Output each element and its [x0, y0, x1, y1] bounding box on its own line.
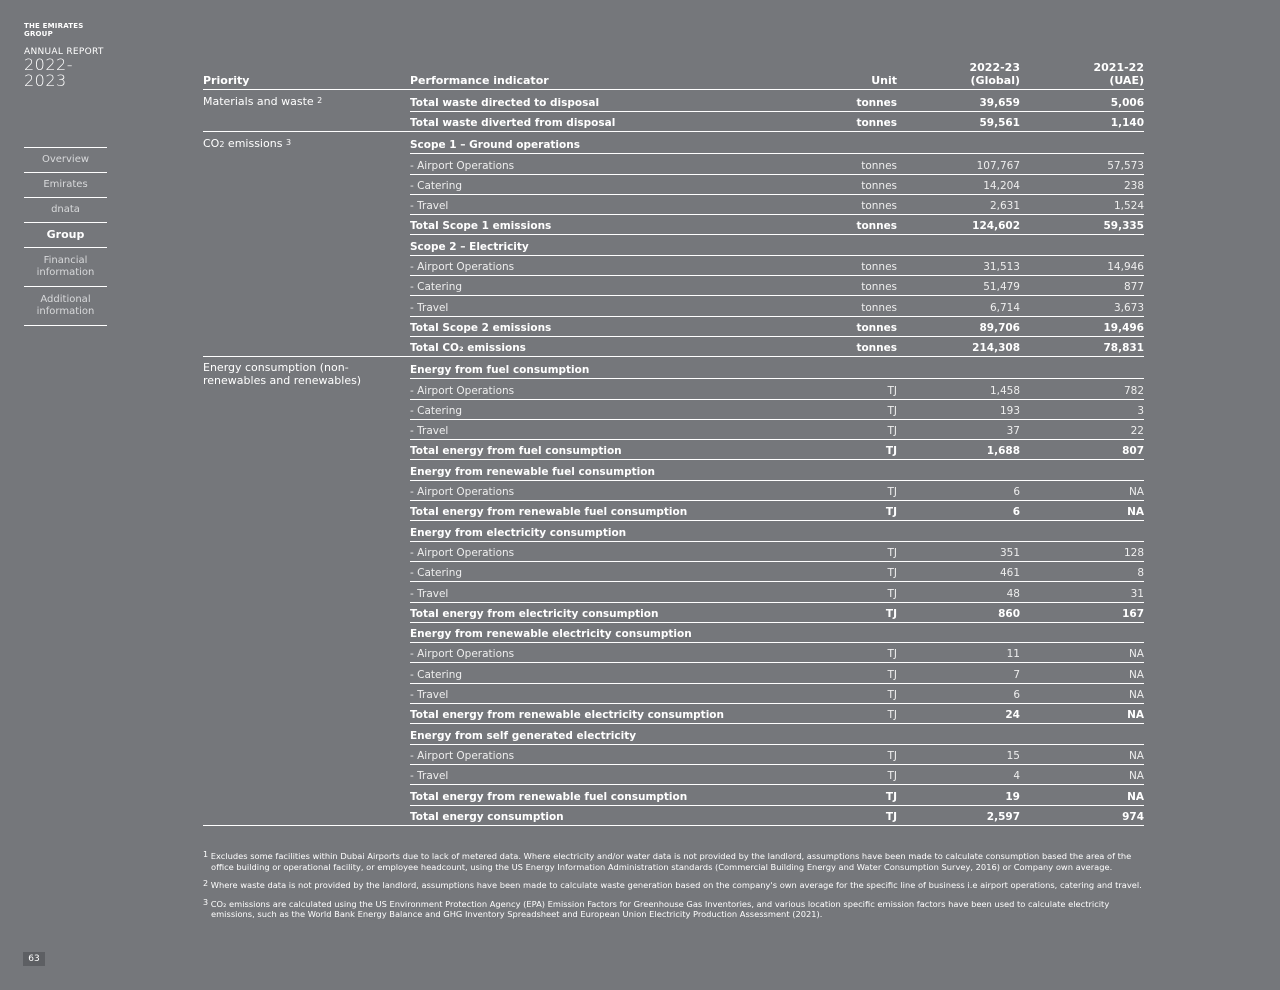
unit-cell: tonnes — [861, 159, 897, 172]
table-row — [203, 460, 1144, 480]
value-2022-23-cell: 124,602 — [972, 220, 1020, 233]
table-row — [203, 112, 1144, 132]
table-row — [203, 195, 1144, 215]
value-2022-23-cell: 107,767 — [976, 159, 1020, 172]
brand-report-label: ANNUAL REPORT — [24, 47, 104, 57]
value-2022-23-cell: 1,458 — [989, 384, 1020, 397]
unit-cell: TJ — [887, 587, 897, 600]
header-2021-22 — [1023, 61, 1144, 87]
value-2021-22-cell: NA — [1128, 749, 1144, 762]
header-2022-23 — [903, 61, 1020, 87]
unit-cell: TJ — [885, 607, 897, 620]
value-2022-23-cell: 2,597 — [986, 810, 1020, 823]
table-row — [203, 501, 1144, 521]
unit-cell: TJ — [885, 506, 897, 519]
indicator-cell: Total CO₂ emissions — [410, 342, 526, 355]
value-2021-22-cell: 238 — [1123, 179, 1144, 192]
value-2022-23-cell: 31,513 — [983, 261, 1020, 274]
value-2021-22-cell: 974 — [1122, 810, 1144, 823]
value-2022-23-cell: 214,308 — [972, 342, 1020, 355]
side-navigation — [24, 147, 107, 326]
value-2022-23-cell: 1,688 — [986, 445, 1020, 458]
unit-cell: tonnes — [861, 179, 897, 192]
value-2022-23-cell: 24 — [1005, 709, 1020, 722]
indicator-cell: - Airport Operations — [410, 749, 515, 762]
table-row — [203, 90, 1144, 112]
value-2021-22-cell: NA — [1128, 770, 1144, 783]
priority-label-part: CO — [203, 137, 220, 151]
footnote-ref: 2 — [317, 96, 323, 105]
unit-cell: tonnes — [856, 117, 897, 130]
indicator-cell: Energy from renewable fuel consumption — [410, 465, 655, 478]
table-row — [203, 420, 1144, 440]
table-row — [203, 542, 1144, 562]
value-2022-23-cell: 2,631 — [989, 200, 1020, 213]
brand-block — [24, 22, 114, 89]
unit-cell: tonnes — [856, 220, 897, 233]
nav-item-emirates[interactable]: Emirates — [24, 173, 107, 198]
value-2022-23-cell: 860 — [998, 607, 1020, 620]
value-2022-23-cell: 89,706 — [979, 321, 1020, 334]
indicator-cell: - Travel — [410, 689, 449, 702]
indicator-cell: - Travel — [410, 770, 449, 783]
value-2021-22-cell: NA — [1128, 648, 1144, 661]
nav-item-overview[interactable]: Overview — [24, 148, 107, 173]
table-row — [203, 582, 1144, 602]
value-2022-23-cell: 4 — [1013, 770, 1020, 783]
value-2021-22-cell: 1,524 — [1113, 200, 1144, 213]
table-row — [203, 379, 1144, 399]
table-row — [203, 337, 1144, 357]
footnotes — [203, 850, 1148, 927]
footnote-1 — [203, 850, 1148, 872]
brand-report-years: 2022-2023 — [24, 55, 73, 90]
table-row — [203, 215, 1144, 235]
header-2021-22-year: 2021-22 — [1093, 61, 1144, 74]
value-2022-23-cell: 6 — [1012, 506, 1020, 519]
indicator-cell: - Travel — [410, 587, 449, 600]
indicator-cell: Total energy from renewable electricity consumption — [410, 709, 724, 722]
priority-energy-consumption: Energy consumption (non-renewables and renewables) — [203, 361, 362, 388]
unit-cell: TJ — [887, 425, 897, 438]
value-2021-22-cell: 1,140 — [1110, 117, 1144, 130]
unit-cell: TJ — [887, 648, 897, 661]
value-2021-22-cell: 59,335 — [1103, 220, 1144, 233]
table-row — [203, 440, 1144, 460]
indicator-cell: Energy from renewable electricity consumption — [410, 628, 692, 641]
footnote-2-number: 2 — [203, 879, 209, 888]
footnote-2-text: Where waste data is not provided by the landlord, assumptions have been made to calculate waste generation based on the company's own average for the specific line of business i.e airport operations, catering and travel. — [210, 880, 1142, 890]
value-2022-23-cell: 37 — [1006, 425, 1020, 438]
value-2022-23-cell: 193 — [999, 404, 1020, 417]
indicator-cell: - Airport Operations — [410, 159, 515, 172]
value-2022-23-cell: 48 — [1006, 587, 1020, 600]
page-number: 63 — [23, 952, 45, 966]
table-row — [203, 400, 1144, 420]
indicator-cell: Energy from fuel consumption — [410, 364, 590, 377]
table-row — [203, 684, 1144, 704]
footnote-3 — [203, 898, 1148, 920]
indicator-cell: - Airport Operations — [410, 546, 515, 559]
header-2022-23-scope: (Global) — [970, 74, 1020, 87]
unit-cell: TJ — [885, 810, 897, 823]
value-2021-22-cell: 877 — [1123, 281, 1144, 294]
indicator-cell: - Airport Operations — [410, 384, 515, 397]
indicator-cell: Total waste directed to disposal — [410, 97, 600, 109]
value-2022-23-cell: 6 — [1013, 486, 1020, 499]
footnote-2 — [203, 879, 1148, 891]
value-2021-22-cell: 78,831 — [1103, 342, 1144, 355]
header-2021-22-scope: (UAE) — [1109, 74, 1144, 87]
value-2022-23-cell: 39,659 — [979, 97, 1020, 109]
indicator-cell: Total Scope 2 emissions — [410, 321, 552, 334]
value-2021-22-cell: 3,673 — [1113, 301, 1144, 314]
footnote-3-number: 3 — [203, 897, 209, 907]
value-2021-22-cell: NA — [1127, 506, 1144, 519]
unit-cell: TJ — [887, 404, 897, 417]
unit-cell: tonnes — [856, 342, 897, 355]
unit-cell: tonnes — [856, 321, 897, 334]
header-priority: Priority — [203, 74, 250, 87]
priority-label-part: 2 — [219, 140, 225, 150]
indicator-cell: Energy from self generated electricity — [410, 729, 637, 742]
indicator-cell: - Airport Operations — [410, 261, 515, 274]
value-2021-22-cell: 167 — [1122, 607, 1144, 620]
indicator-cell: Total energy from electricity consumption — [410, 607, 659, 620]
priority-label: Materials and waste — [203, 95, 314, 108]
value-2022-23-cell: 6,714 — [989, 301, 1020, 314]
table-row — [203, 562, 1144, 582]
indicator-cell: - Airport Operations — [410, 486, 515, 499]
footnote-1-number: 1 — [203, 850, 209, 859]
priority-label-part: emissions — [224, 137, 283, 151]
table-row — [203, 256, 1144, 276]
value-2021-22-cell: 807 — [1122, 445, 1144, 458]
indicator-cell: Total waste diverted from disposal — [410, 117, 616, 130]
unit-cell: tonnes — [861, 261, 897, 274]
nav-item-group[interactable]: Group — [24, 223, 107, 248]
table-row — [203, 132, 1144, 154]
value-2021-22-cell: NA — [1127, 709, 1144, 722]
unit-cell: tonnes — [861, 281, 897, 294]
table-row — [203, 276, 1144, 296]
unit-cell: TJ — [887, 770, 897, 783]
unit-cell: TJ — [887, 709, 897, 722]
value-2022-23-cell: 6 — [1013, 689, 1020, 702]
value-2021-22-cell: 8 — [1137, 567, 1144, 580]
table-row — [203, 806, 1144, 826]
value-2021-22-cell: 22 — [1130, 425, 1144, 438]
value-2022-23-cell: 461 — [999, 567, 1020, 580]
nav-item-dnata[interactable]: dnata — [24, 198, 107, 223]
table-row — [203, 521, 1144, 541]
table-row — [203, 317, 1144, 337]
header-2022-23-year: 2022-23 — [969, 61, 1020, 74]
value-2022-23-cell: 14,204 — [983, 179, 1020, 192]
value-2022-23-cell: 59,561 — [979, 117, 1020, 130]
performance-table — [203, 56, 1144, 826]
unit-cell: TJ — [887, 689, 897, 702]
unit-cell: TJ — [887, 668, 897, 681]
value-2021-22-cell: 5,006 — [1110, 97, 1144, 109]
unit-cell: TJ — [887, 486, 897, 499]
table-row — [203, 745, 1144, 765]
table-row — [203, 154, 1144, 174]
table-body — [203, 90, 1144, 826]
indicator-cell: Total energy consumption — [410, 810, 564, 823]
nav-item-financial-information[interactable]: Financial information — [24, 248, 107, 287]
header-unit: Unit — [871, 74, 897, 87]
unit-cell: tonnes — [861, 301, 897, 314]
value-2021-22-cell: 3 — [1137, 404, 1144, 417]
value-2021-22-cell: NA — [1128, 689, 1144, 702]
table-row — [203, 785, 1144, 805]
table-header-row — [203, 56, 1144, 90]
table-row — [203, 704, 1144, 724]
unit-cell: TJ — [887, 546, 897, 559]
footnote-1-text: Excludes some facilities within Dubai Airports due to lack of metered data. Where electricity and/or water data is not provided by the landlord, assumptions have been made to calculate consumption based the area of the office building or operational facility, or employee headcount, using the US Energy Information Administration standards (Commercial Building Energy and Water Consumption Survey, 2016) or Company own average. — [210, 851, 1132, 872]
table-row — [203, 175, 1144, 195]
indicator-cell: - Catering — [410, 668, 463, 681]
brand-group-name: THE EMIRATES GROUP — [24, 22, 84, 38]
table-row — [203, 623, 1144, 643]
value-2022-23-cell: 7 — [1013, 668, 1020, 681]
value-2022-23-cell: 19 — [1005, 790, 1020, 803]
indicator-cell: Total energy from renewable fuel consumption — [410, 790, 688, 803]
indicator-cell: Energy from electricity consumption — [410, 526, 627, 539]
indicator-cell: Total Scope 1 emissions — [410, 220, 552, 233]
table-row — [203, 765, 1144, 785]
unit-cell: tonnes — [856, 97, 897, 109]
value-2021-22-cell: 128 — [1123, 546, 1144, 559]
footnote-ref: 3 — [285, 138, 292, 148]
priority-co2-emissions — [203, 136, 403, 151]
unit-cell: TJ — [887, 749, 897, 762]
indicator-cell: Total energy from fuel consumption — [410, 445, 622, 458]
value-2021-22-cell: 14,946 — [1107, 261, 1144, 274]
table-row — [203, 235, 1144, 255]
value-2022-23-cell: 11 — [1006, 648, 1020, 661]
indicator-cell: Total energy from renewable fuel consumption — [410, 506, 688, 519]
indicator-cell: - Travel — [410, 425, 449, 438]
indicator-cell: Scope 2 – Electricity — [410, 240, 529, 253]
value-2021-22-cell: 782 — [1123, 384, 1144, 397]
value-2022-23-cell: 351 — [999, 546, 1020, 559]
indicator-cell: Scope 1 – Ground operations — [410, 139, 580, 152]
value-2021-22-cell: NA — [1128, 486, 1144, 499]
table-row — [203, 296, 1144, 316]
indicator-cell: - Catering — [410, 179, 463, 192]
header-indicator: Performance indicator — [410, 74, 549, 87]
value-2021-22-cell: 19,496 — [1103, 321, 1144, 334]
indicator-cell: - Travel — [410, 301, 449, 314]
nav-item-additional-information[interactable]: Additional information — [24, 287, 107, 326]
value-2021-22-cell: NA — [1128, 668, 1144, 681]
value-2022-23-cell: 51,479 — [983, 281, 1020, 294]
unit-cell: TJ — [885, 445, 897, 458]
value-2021-22-cell: 57,573 — [1107, 159, 1144, 172]
indicator-cell: - Catering — [410, 404, 463, 417]
table-row — [203, 603, 1144, 623]
value-2021-22-cell: NA — [1127, 790, 1144, 803]
table-row — [203, 663, 1144, 683]
unit-cell: TJ — [887, 567, 897, 580]
footnote-3-text: CO₂ emissions are calculated using the US Environment Protection Agency (EPA) Emission Factors for Greenhouse Gas Inventories, and various location specific emission factors have been used to calculate electricity emissions, such as the World Bank Energy Balance and GHG Inventory Spreadsheet and European Union Electricity Production Assessment (2021). — [210, 898, 1110, 919]
priority-materials-and-waste — [203, 94, 403, 108]
indicator-cell: - Catering — [410, 281, 463, 294]
table-row — [203, 481, 1144, 501]
table-row — [203, 643, 1144, 663]
table-row — [203, 724, 1144, 744]
unit-cell: tonnes — [861, 200, 897, 213]
value-2021-22-cell: 31 — [1130, 587, 1144, 600]
indicator-cell: - Travel — [410, 200, 449, 213]
table-row — [203, 357, 1144, 388]
indicator-cell: - Catering — [410, 567, 463, 580]
unit-cell: TJ — [885, 790, 897, 803]
unit-cell: TJ — [887, 384, 897, 397]
indicator-cell: - Airport Operations — [410, 648, 515, 661]
value-2022-23-cell: 15 — [1006, 749, 1020, 762]
